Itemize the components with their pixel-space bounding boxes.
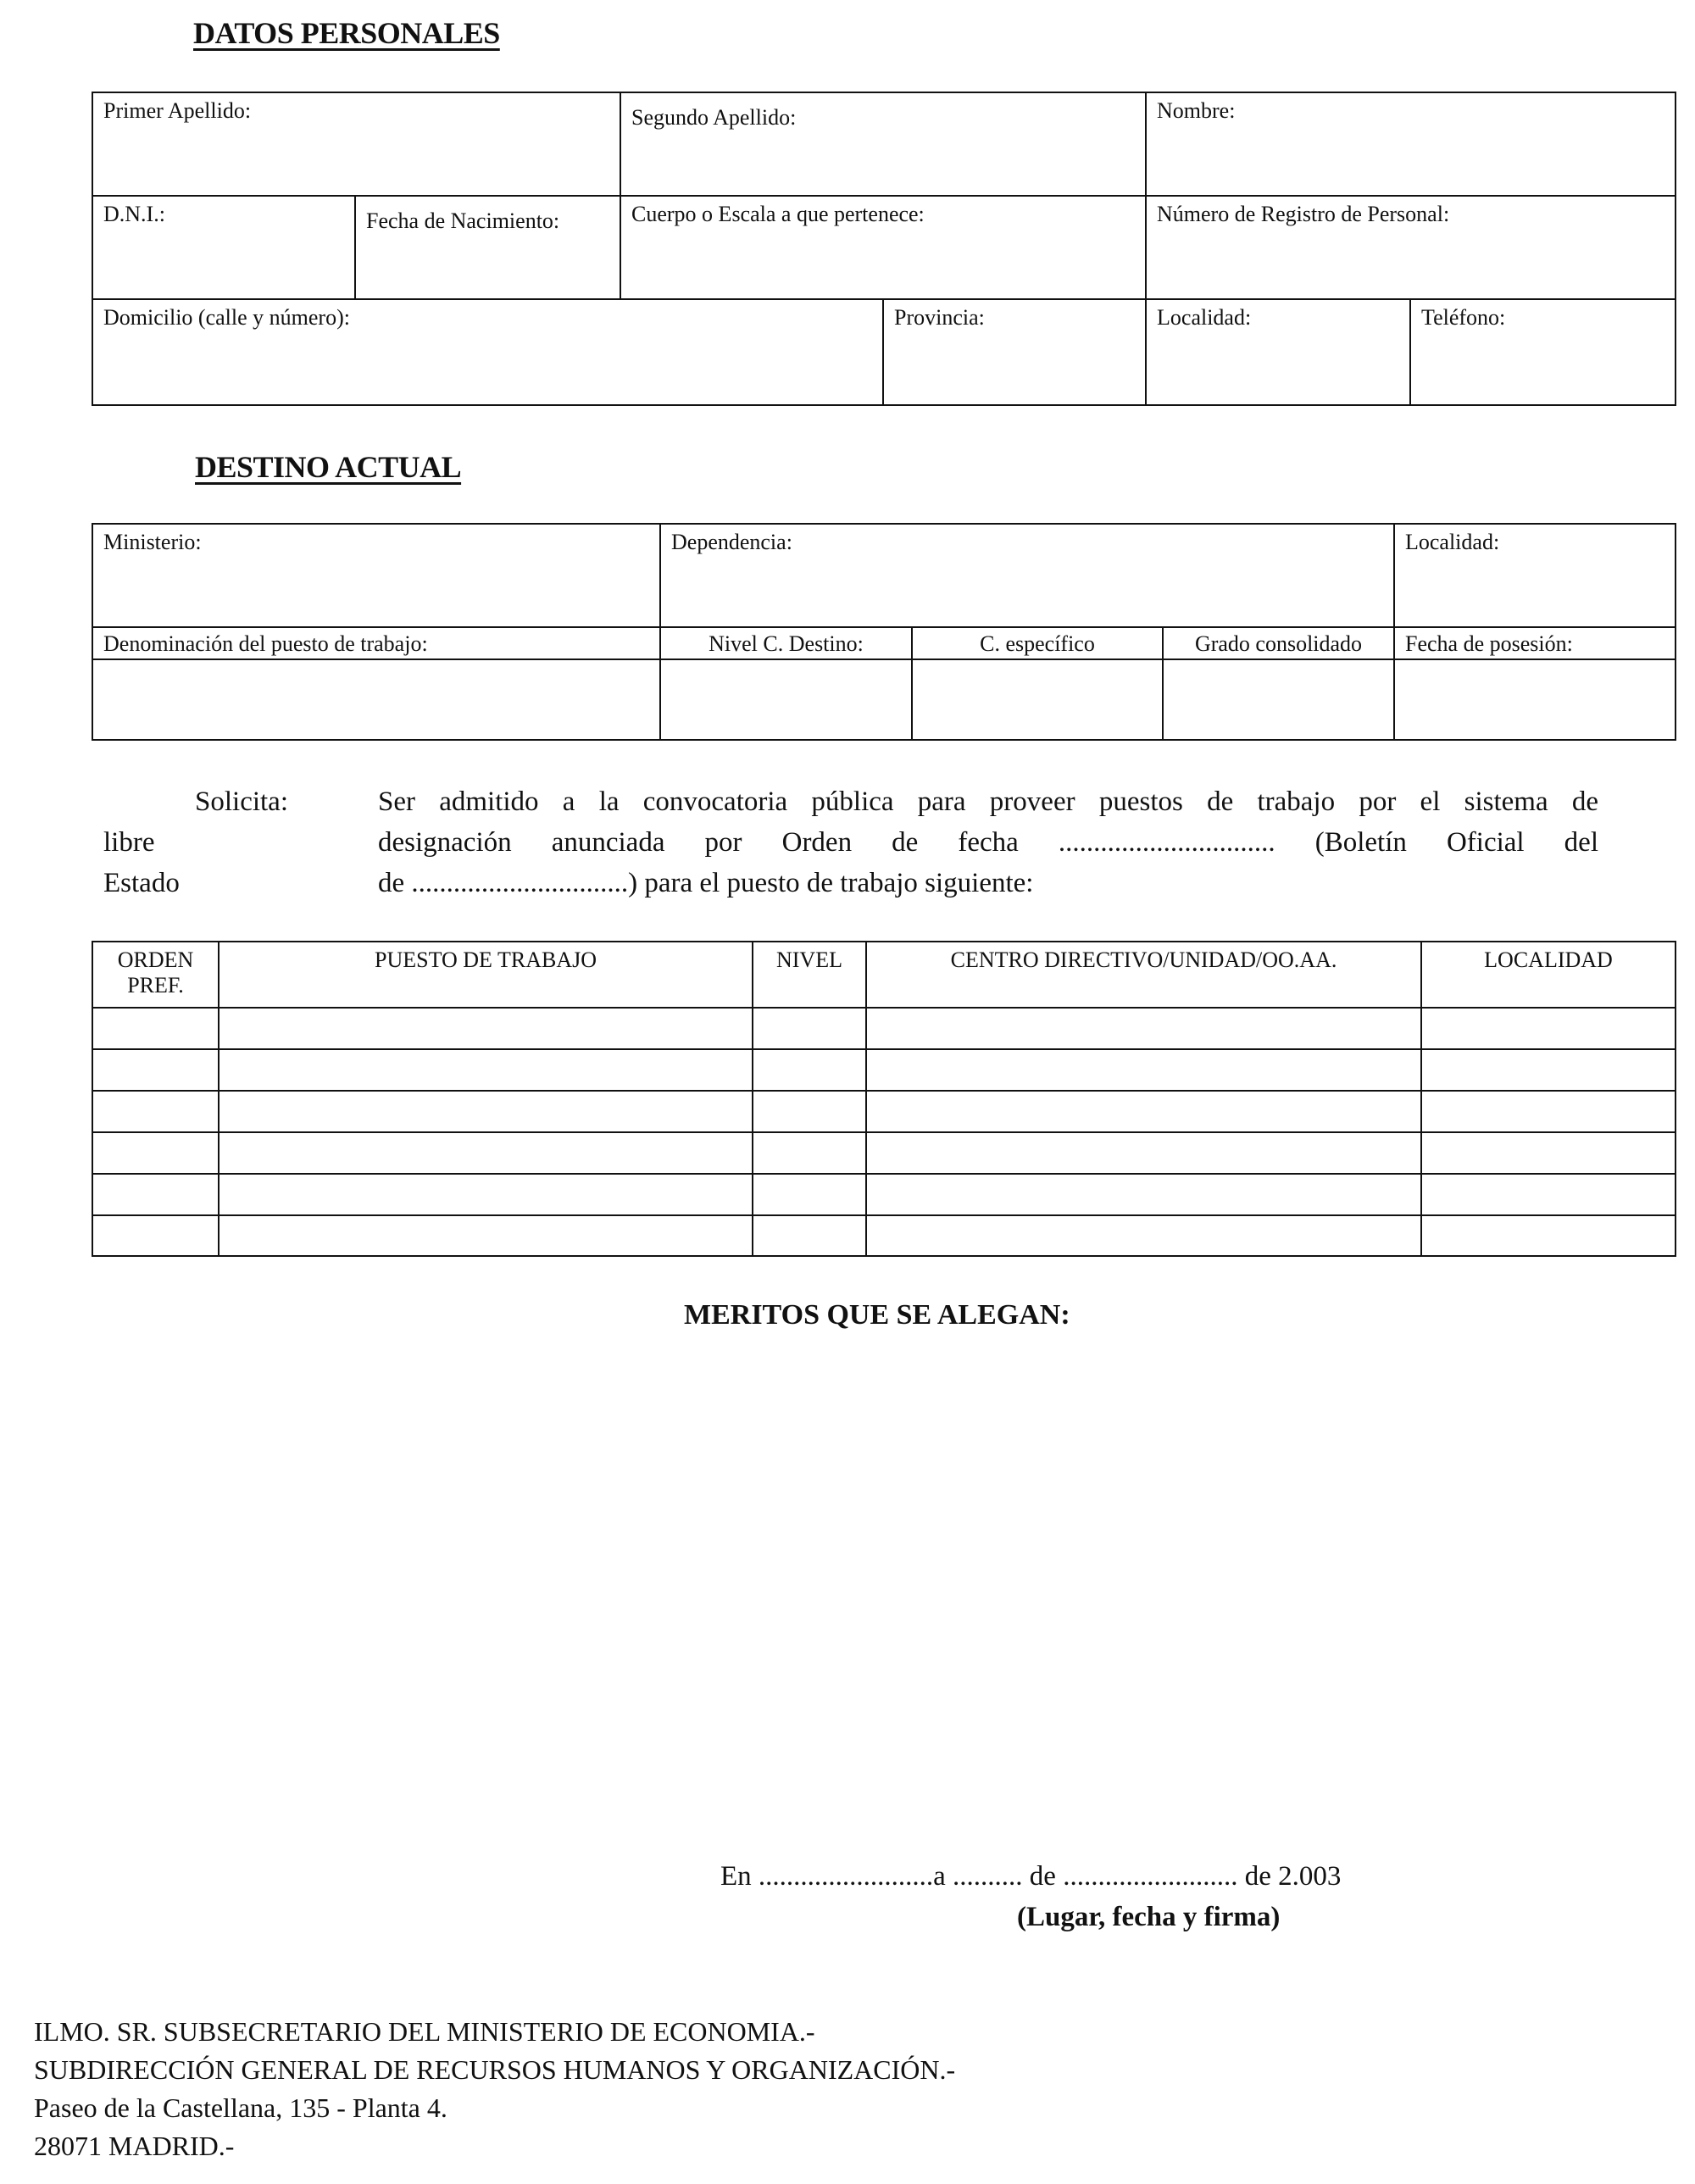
header-orden-pref: [92, 942, 219, 1008]
table-row: [92, 1049, 1676, 1091]
field-localidad[interactable]: [1146, 299, 1410, 405]
cell-puesto[interactable]: [219, 1215, 753, 1256]
label-ministerio: Ministerio:: [103, 530, 202, 554]
cell-centro[interactable]: [866, 1008, 1421, 1049]
cell-nivel[interactable]: [753, 1008, 866, 1049]
cell-centro[interactable]: [866, 1215, 1421, 1256]
cell-nivel[interactable]: [753, 1049, 866, 1091]
label-dependencia: Dependencia:: [671, 530, 792, 554]
cell-orden[interactable]: [92, 1091, 219, 1132]
header-nivel-c-destino: Nivel C. Destino:: [660, 627, 912, 659]
table-row: [92, 1215, 1676, 1256]
destinatario-line-4: 28071 MADRID.-: [34, 2131, 235, 2161]
header-orden-line2: PREF.: [127, 972, 184, 998]
label-telefono: Teléfono:: [1421, 305, 1506, 330]
firma-caption: (Lugar, fecha y firma): [1017, 1902, 1281, 1932]
table-row: [92, 1132, 1676, 1174]
solicitud-line-3: de ...............................) para el puesto de trabajo siguiente:: [378, 868, 1034, 898]
meritos-area[interactable]: [92, 1356, 1675, 1831]
cell-orden[interactable]: [92, 1174, 219, 1215]
header-grado-consolidado: Grado consolidado: [1163, 627, 1394, 659]
section-title-destino-actual: DESTINO ACTUAL: [195, 450, 462, 484]
cell-nivel[interactable]: [753, 1174, 866, 1215]
meritos-title: MERITOS QUE SE ALEGAN:: [684, 1299, 1070, 1331]
header-orden-line1: ORDEN: [117, 948, 194, 972]
cell-puesto[interactable]: [219, 1132, 753, 1174]
label-localidad-destino: Localidad:: [1405, 530, 1500, 554]
field-nombre[interactable]: [1146, 92, 1676, 196]
field-cuerpo-escala[interactable]: [620, 196, 1146, 299]
input-c-especifico[interactable]: [912, 659, 1163, 740]
solicitud-line-1: Ser admitido a la convocatoria pública para proveer puestos de trabajo por el sistema de: [378, 786, 1598, 817]
cell-orden[interactable]: [92, 1049, 219, 1091]
cell-nivel[interactable]: [753, 1091, 866, 1132]
field-domicilio[interactable]: [92, 299, 883, 405]
cell-centro[interactable]: [866, 1049, 1421, 1091]
label-fecha-nacimiento: Fecha de Nacimiento:: [366, 208, 560, 233]
firma-line: En .........................a .......... de ......................... de 2.003: [720, 1861, 1342, 1892]
field-segundo-apellido[interactable]: [620, 92, 1146, 196]
cell-centro[interactable]: [866, 1132, 1421, 1174]
solicitud-line-2-left: libre: [103, 827, 155, 858]
preferencias-table: [92, 941, 1676, 1257]
input-nivel-c-destino[interactable]: [660, 659, 912, 740]
cell-nivel[interactable]: [753, 1215, 866, 1256]
cell-orden[interactable]: [92, 1215, 219, 1256]
destino-actual-table: [92, 523, 1676, 741]
cell-localidad[interactable]: [1421, 1049, 1676, 1091]
label-localidad: Localidad:: [1157, 305, 1252, 330]
cell-nivel[interactable]: [753, 1132, 866, 1174]
header-denominacion-puesto: Denominación del puesto de trabajo:: [92, 627, 660, 659]
destinatario-line-2: SUBDIRECCIÓN GENERAL DE RECURSOS HUMANOS Y ORGANIZACIÓN.-: [34, 2054, 956, 2085]
cell-puesto[interactable]: [219, 1008, 753, 1049]
datos-personales-table: [92, 92, 1676, 406]
label-domicilio: Domicilio (calle y número):: [103, 305, 350, 330]
field-ministerio[interactable]: [92, 524, 660, 627]
cell-puesto[interactable]: [219, 1174, 753, 1215]
label-segundo-apellido: Segundo Apellido:: [631, 105, 797, 130]
field-dependencia[interactable]: [660, 524, 1394, 627]
cell-centro[interactable]: [866, 1091, 1421, 1132]
cell-localidad[interactable]: [1421, 1174, 1676, 1215]
field-provincia[interactable]: [883, 299, 1146, 405]
header-nivel: NIVEL: [753, 942, 866, 1008]
label-dni: D.N.I.:: [103, 202, 165, 226]
destinatario-line-1: ILMO. SR. SUBSECRETARIO DEL MINISTERIO DE ECONOMIA.-: [34, 2016, 815, 2047]
header-puesto-trabajo: PUESTO DE TRABAJO: [219, 942, 753, 1008]
header-fecha-posesion: Fecha de posesión:: [1394, 627, 1676, 659]
cell-centro[interactable]: [866, 1174, 1421, 1215]
label-cuerpo-escala: Cuerpo o Escala a que pertenece:: [631, 202, 925, 226]
label-numero-registro: Número de Registro de Personal:: [1157, 202, 1450, 226]
cell-localidad[interactable]: [1421, 1132, 1676, 1174]
cell-puesto[interactable]: [219, 1049, 753, 1091]
solicitud-line-2: designación anunciada por Orden de fecha ............................... (Boletín Oficial del: [378, 827, 1598, 858]
cell-localidad[interactable]: [1421, 1008, 1676, 1049]
label-nombre: Nombre:: [1157, 98, 1236, 123]
table-row: [92, 1174, 1676, 1215]
table-row: [92, 1091, 1676, 1132]
cell-localidad[interactable]: [1421, 1215, 1676, 1256]
label-provincia: Provincia:: [894, 305, 985, 330]
cell-localidad[interactable]: [1421, 1091, 1676, 1132]
label-primer-apellido: Primer Apellido:: [103, 98, 252, 123]
field-dni[interactable]: [92, 196, 355, 299]
section-title-datos-personales: DATOS PERSONALES: [193, 16, 500, 50]
solicitud-line-3-left: Estado: [103, 868, 180, 898]
cell-orden[interactable]: [92, 1132, 219, 1174]
solicita-label: Solicita:: [195, 786, 288, 817]
input-grado-consolidado[interactable]: [1163, 659, 1394, 740]
destinatario-line-3: Paseo de la Castellana, 135 - Planta 4.: [34, 2092, 447, 2123]
input-denominacion-puesto[interactable]: [92, 659, 660, 740]
header-c-especifico: C. específico: [912, 627, 1163, 659]
field-fecha-nacimiento[interactable]: [355, 196, 620, 299]
header-centro-directivo: CENTRO DIRECTIVO/UNIDAD/OO.AA.: [866, 942, 1421, 1008]
header-localidad: LOCALIDAD: [1421, 942, 1676, 1008]
table-row: [92, 1008, 1676, 1049]
field-numero-registro[interactable]: [1146, 196, 1676, 299]
cell-orden[interactable]: [92, 1008, 219, 1049]
field-telefono[interactable]: [1410, 299, 1676, 405]
cell-puesto[interactable]: [219, 1091, 753, 1132]
input-fecha-posesion[interactable]: [1394, 659, 1676, 740]
field-primer-apellido[interactable]: [92, 92, 620, 196]
field-localidad-destino[interactable]: [1394, 524, 1676, 627]
